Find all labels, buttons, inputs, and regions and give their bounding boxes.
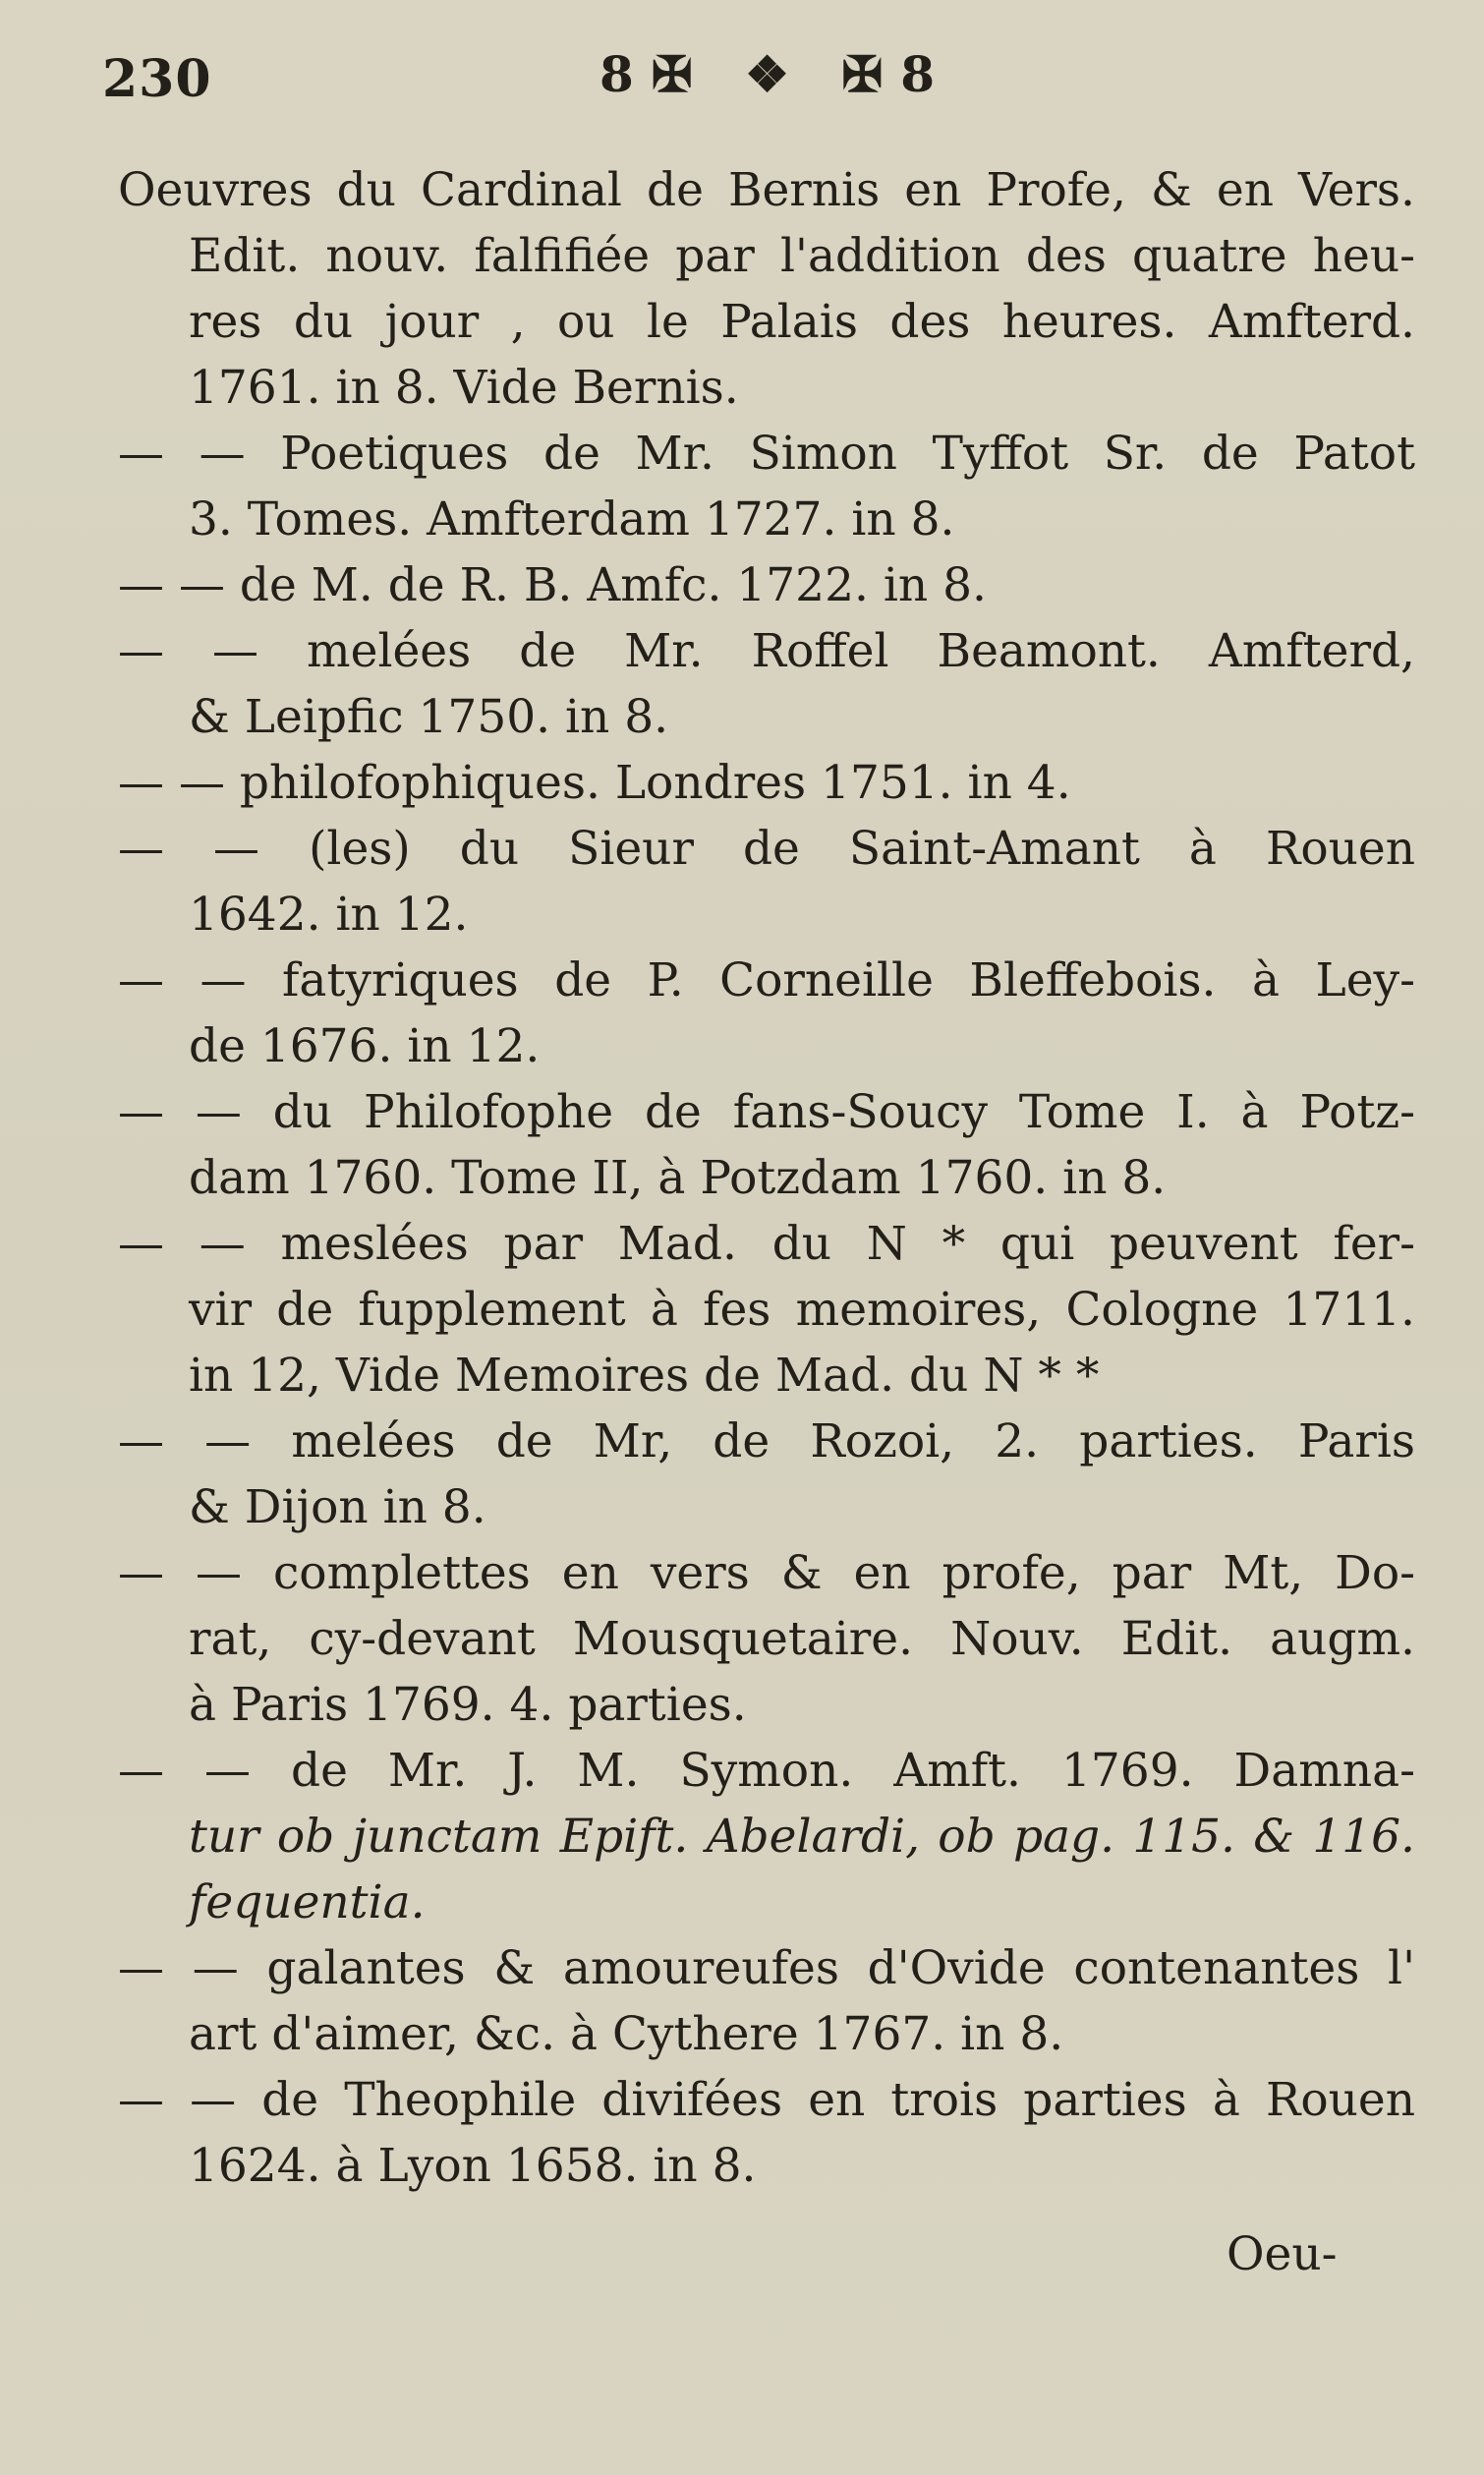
entry-line-text: & Leipfic 1750. in 8. [189,690,669,744]
entry-line [118,1277,1415,1343]
entry-line: — — Poetiques de Mr. Simon Tyffot Sr. de Patot [118,427,1415,481]
entry-line: — — complettes en vers & en profe, par Mt, Do- [118,1546,1415,1600]
bibliography-entry [118,1935,1415,2067]
bibliography-entry [118,421,1415,552]
bibliography-entry [118,1409,1415,1540]
entry-line-text: 1642. in 12. [189,888,469,942]
entry-line-text: & Dijon in 8. [189,1480,486,1534]
entry-line-text: à Paris 1769. 4. parties. [189,1678,747,1732]
bibliography-entries [118,157,1415,2199]
entry-line [118,1870,1415,1935]
entry-line [118,289,1415,355]
entry-line [118,223,1415,289]
catchword: Oeu- [1227,2227,1338,2281]
entry-line [118,684,1415,750]
entry-line: — — melées de Mr, de Rozoi, 2. parties. Paris [118,1414,1415,1468]
entry-line-text: de 1676. in 12. [189,1019,541,1073]
entry-line: — — de Mr. J. M. Symon. Amft. 1769. Damna- [118,1744,1415,1798]
entry-line: — — melées de Mr. Roffel Beamont. Amfterd, [118,624,1415,678]
bibliography-entry [118,948,1415,1079]
entry-line-text: 3. Tomes. Amfterdam 1727. in 8. [189,492,955,547]
entry-line: — — philofophiques. Londres 1751. in 4. [118,756,1071,810]
entry-line-text: Edit. nouv. falfifiée par l'addition des quatre heu- [189,229,1415,283]
entry-line [118,882,1415,948]
entry-line [118,1145,1415,1211]
entry-line [118,1606,1415,1672]
entry-line: — — meslées par Mad. du N * qui peuvent fer- [118,1217,1415,1271]
entry-line-text: tur ob junctam Epift. Abelardi, ob pag. 115. & 116. [189,1810,1415,1864]
bibliography-entry [118,552,1415,618]
entry-line-text: res du jour , ou le Palais des heures. Amfterd. [189,295,1415,349]
entry-line-text: rat, cy-devant Mousquetaire. Nouv. Edit. augm. [189,1612,1415,1666]
entry-line: — — de M. de R. B. Amfc. 1722. in 8. [118,558,987,612]
entry-line [118,1013,1415,1079]
entry-line [118,2001,1415,2067]
bibliography-entry [118,750,1415,816]
bibliography-entry [118,1738,1415,1935]
entry-line-text: 1761. in 8. Vide Bernis. [189,361,739,415]
bibliography-entry [118,618,1415,750]
entry-line [118,355,1415,421]
entry-line [118,1343,1415,1409]
bibliography-entry [118,1211,1415,1409]
entry-line: — — galantes & amoureufes d'Ovide contenantes l' [118,1941,1415,1995]
entry-line [118,1474,1415,1540]
entry-line: — — du Philofophe de fans-Soucy Tome I. à Potz- [118,1085,1415,1139]
bibliography-entry [118,816,1415,948]
entry-line-text: fequentia. [189,1875,426,1929]
bibliography-entry [118,157,1415,421]
entry-line-text: dam 1760. Tome II, à Potzdam 1760. in 8. [189,1151,1167,1205]
entry-line-text: vir de fupplement à fes memoires, Cologne 1711. [189,1283,1415,1337]
entry-line [118,2133,1415,2199]
bibliography-entry [118,1079,1415,1211]
entry-line-text: 1624. à Lyon 1658. in 8. [189,2139,757,2193]
entry-line [118,1672,1415,1738]
page-number: 230 [102,49,212,109]
entry-line [118,487,1415,552]
entry-line: Oeuvres du Cardinal de Bernis en Profe, & en Vers. [118,163,1415,217]
header-ornament: 8✠ ❖ ✠8 [599,45,953,103]
entry-line-text: art d'aimer, &c. à Cythere 1767. in 8. [189,2007,1064,2061]
entry-line: — — fatyriques de P. Corneille Bleffebois. à Ley- [118,953,1415,1007]
bibliography-entry [118,2067,1415,2199]
entry-line [118,1804,1415,1870]
entry-line-text: in 12, Vide Memoires de Mad. du N * * [189,1349,1100,1403]
entry-line: — — (les) du Sieur de Saint-Amant à Rouen [118,822,1415,876]
entry-line: — — de Theophile divifées en trois parties à Rouen [118,2073,1415,2127]
bibliography-entry [118,1540,1415,1738]
